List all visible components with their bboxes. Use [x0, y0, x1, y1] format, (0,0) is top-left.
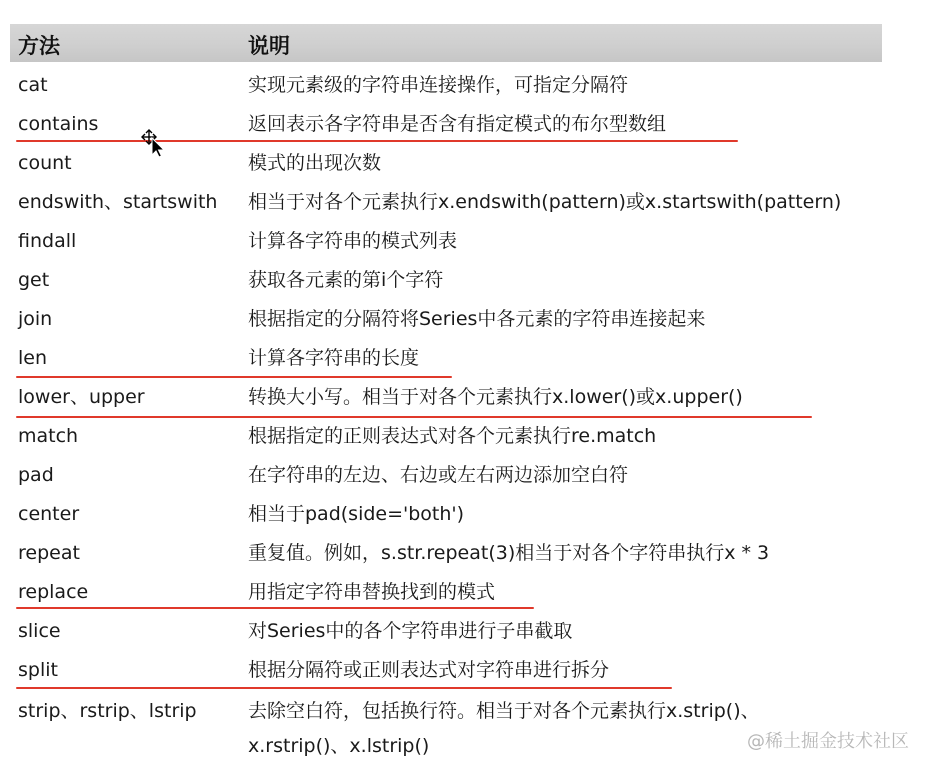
table-row [0, 462, 929, 501]
method-description: 相当于pad(side='both') [248, 503, 465, 525]
table-row [0, 228, 929, 267]
method-name: lower、upper [18, 386, 145, 408]
annotation-underline [16, 376, 452, 378]
method-name: replace [18, 581, 89, 603]
method-description: 获取各元素的第i个字符 [248, 269, 444, 291]
header-description: 说明 [248, 34, 290, 58]
method-description: 去除空白符，包括换行符。相当于对各个元素执行x.strip()、 [248, 700, 760, 722]
mouse-cursor-icon [140, 128, 170, 158]
watermark: @稀土掘金技术社区 [747, 731, 909, 752]
table-row [0, 306, 929, 345]
method-name: repeat [18, 542, 80, 564]
method-description: 根据分隔符或正则表达式对字符串进行拆分 [248, 659, 610, 681]
table-row [0, 72, 929, 111]
table-row [0, 345, 929, 384]
method-name: split [18, 659, 58, 681]
method-name: get [18, 269, 50, 291]
method-name: contains [18, 113, 99, 135]
method-description: 根据指定的分隔符将Series中各元素的字符串连接起来 [248, 308, 706, 330]
method-name: center [18, 503, 80, 525]
method-name: findall [18, 230, 77, 252]
annotation-underline [16, 607, 534, 609]
method-description: 根据指定的正则表达式对各个元素执行re.match [248, 425, 657, 447]
method-description: 转换大小写。相当于对各个元素执行x.lower()或x.upper() [248, 386, 743, 408]
method-name: len [18, 347, 48, 369]
method-name: match [18, 425, 79, 447]
table-row [0, 189, 929, 228]
method-name: slice [18, 620, 61, 642]
method-description: 对Series中的各个字符串进行子串截取 [248, 620, 573, 642]
annotation-underline [16, 416, 812, 418]
method-description: 重复值。例如，s.str.repeat(3)相当于对各个字符串执行x * 3 [248, 542, 770, 564]
method-description: 模式的出现次数 [248, 152, 382, 174]
method-description: 返回表示各字符串是否含有指定模式的布尔型数组 [248, 113, 667, 135]
method-description: 计算各字符串的长度 [248, 347, 420, 369]
table-row [0, 540, 929, 579]
method-name: strip、rstrip、lstrip [18, 700, 197, 722]
method-name: join [18, 308, 53, 330]
table-row [0, 657, 929, 696]
method-description: 在字符串的左边、右边或左右两边添加空白符 [248, 464, 629, 486]
method-description-continued: x.rstrip()、x.lstrip() [248, 735, 430, 757]
method-description: 用指定字符串替换找到的模式 [248, 581, 496, 603]
method-description: 计算各字符串的模式列表 [248, 230, 458, 252]
header-method: 方法 [18, 34, 60, 58]
table-row [0, 267, 929, 306]
annotation-underline [16, 687, 672, 689]
method-name: cat [18, 74, 48, 96]
method-description: 实现元素级的字符串连接操作，可指定分隔符 [248, 74, 629, 96]
table-row [0, 423, 929, 462]
method-description: 相当于对各个元素执行x.endswith(pattern)或x.startswith(pattern) [248, 191, 842, 213]
method-name: count [18, 152, 72, 174]
table-row [0, 579, 929, 618]
table-row [0, 618, 929, 657]
method-name: endswith、startswith [18, 191, 218, 213]
table-row [0, 501, 929, 540]
annotation-underline [16, 140, 738, 142]
method-name: pad [18, 464, 54, 486]
